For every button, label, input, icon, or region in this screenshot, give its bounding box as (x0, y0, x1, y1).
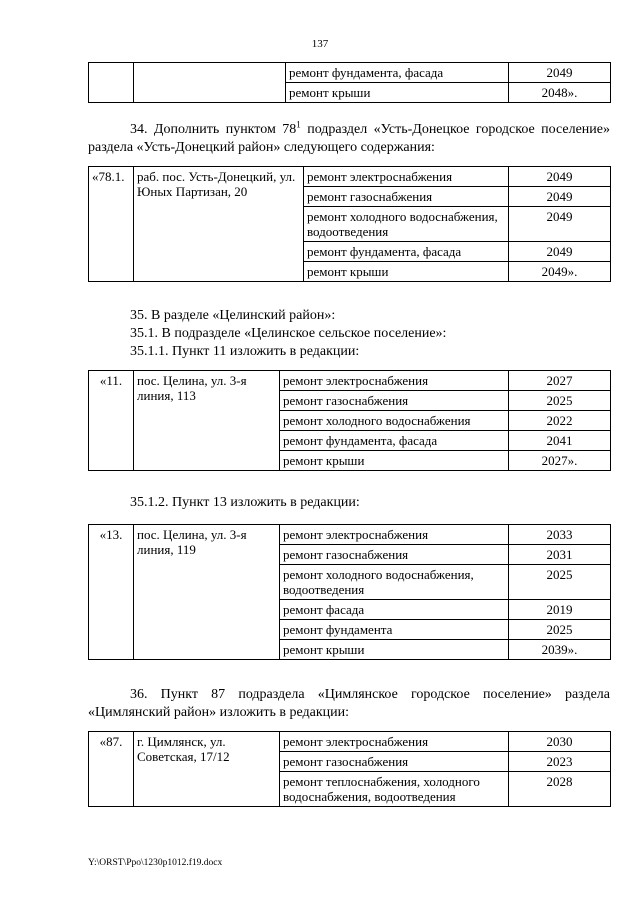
table-continuation (88, 62, 611, 103)
work-cell: ремонт газоснабжения (280, 752, 509, 772)
work-cell: ремонт фасада (280, 600, 509, 620)
year-cell: 2049 (509, 242, 611, 262)
address-cell: раб. пос. Усть-Донецкий, ул. Юных Партизан, 20 (134, 167, 304, 282)
year-cell: 2049». (509, 262, 611, 282)
work-cell: ремонт фундамента (280, 620, 509, 640)
address-cell: пос. Целина, ул. 3-я линия, 119 (134, 525, 280, 660)
year-cell: 2019 (509, 600, 611, 620)
num-cell: «13. (89, 525, 134, 660)
year-cell: 2023 (509, 752, 611, 772)
address-cell: пос. Целина, ул. 3-я линия, 113 (134, 371, 280, 471)
address-cell: г. Цимлянск, ул. Советская, 17/12 (134, 732, 280, 807)
year-cell: 2025 (509, 391, 611, 411)
para34-pre: 34. Дополнить пунктом 78 (130, 122, 297, 137)
paragraph-34 (88, 121, 610, 157)
table-row (89, 63, 611, 83)
work-cell: ремонт электроснабжения (280, 732, 509, 752)
paragraph-35-1-2: 35.1.2. Пункт 13 изложить в редакции: (130, 495, 360, 510)
table-87 (88, 731, 611, 807)
year-cell: 2039». (509, 640, 611, 660)
work-cell: ремонт газоснабжения (304, 187, 509, 207)
address-cell (134, 63, 286, 103)
table-11 (88, 370, 611, 471)
year-cell: 2022 (509, 411, 611, 431)
work-cell: ремонт крыши (280, 451, 509, 471)
year-cell: 2049 (509, 63, 611, 83)
work-cell: ремонт крыши (286, 83, 509, 103)
num-cell: «11. (89, 371, 134, 471)
year-cell: 2030 (509, 732, 611, 752)
num-cell: «78.1. (89, 167, 134, 282)
work-cell: ремонт теплоснабжения, холодного водоснабжения, водоотведения (280, 772, 509, 807)
work-cell: ремонт электроснабжения (280, 371, 509, 391)
work-cell: ремонт газоснабжения (280, 545, 509, 565)
table-row (89, 167, 611, 187)
year-cell: 2031 (509, 545, 611, 565)
year-cell: 2027 (509, 371, 611, 391)
year-cell: 2049 (509, 167, 611, 187)
work-cell: ремонт холодного водоснабжения, водоотведения (280, 565, 509, 600)
paragraph-35-1-1: 35.1.1. Пункт 11 изложить в редакции: (130, 344, 360, 359)
year-cell: 2025 (509, 565, 611, 600)
table-78-1 (88, 166, 611, 282)
paragraph-35: 35. В разделе «Целинский район»: (130, 308, 336, 323)
table-row (89, 732, 611, 752)
para34-post: подраздел «Усть-Донецкое городское поселение» раздела «Усть-Донецкий район» следующего содержания: (88, 122, 610, 155)
year-cell: 2027». (509, 451, 611, 471)
work-cell: ремонт газоснабжения (280, 391, 509, 411)
year-cell: 2028 (509, 772, 611, 807)
paragraph-35-1: 35.1. В подразделе «Целинское сельское поселение»: (130, 326, 447, 341)
year-cell: 2041 (509, 431, 611, 451)
work-cell: ремонт крыши (280, 640, 509, 660)
work-cell: ремонт холодного водоснабжения (280, 411, 509, 431)
num-cell: «87. (89, 732, 134, 807)
work-cell: ремонт электроснабжения (304, 167, 509, 187)
work-cell: ремонт фундамента, фасада (280, 431, 509, 451)
table-13 (88, 524, 611, 660)
year-cell: 2048». (509, 83, 611, 103)
table-row (89, 371, 611, 391)
work-cell: ремонт фундамента, фасада (304, 242, 509, 262)
year-cell: 2049 (509, 207, 611, 242)
work-cell: ремонт электроснабжения (280, 525, 509, 545)
para34-sup: 1 (296, 119, 301, 130)
table-row (89, 525, 611, 545)
work-cell: ремонт крыши (304, 262, 509, 282)
paragraph-36: 36. Пункт 87 подраздела «Цимлянское городское поселение» раздела «Цимлянский район» изложить в редакции: (88, 687, 610, 720)
num-cell (89, 63, 134, 103)
year-cell: 2049 (509, 187, 611, 207)
work-cell: ремонт фундамента, фасада (286, 63, 509, 83)
year-cell: 2025 (509, 620, 611, 640)
footer-file-path: Y:\ORST\Ppo\1230p1012.f19.docx (88, 858, 223, 868)
work-cell: ремонт холодного водоснабжения, водоотведения (304, 207, 509, 242)
year-cell: 2033 (509, 525, 611, 545)
page-number: 137 (311, 38, 329, 50)
